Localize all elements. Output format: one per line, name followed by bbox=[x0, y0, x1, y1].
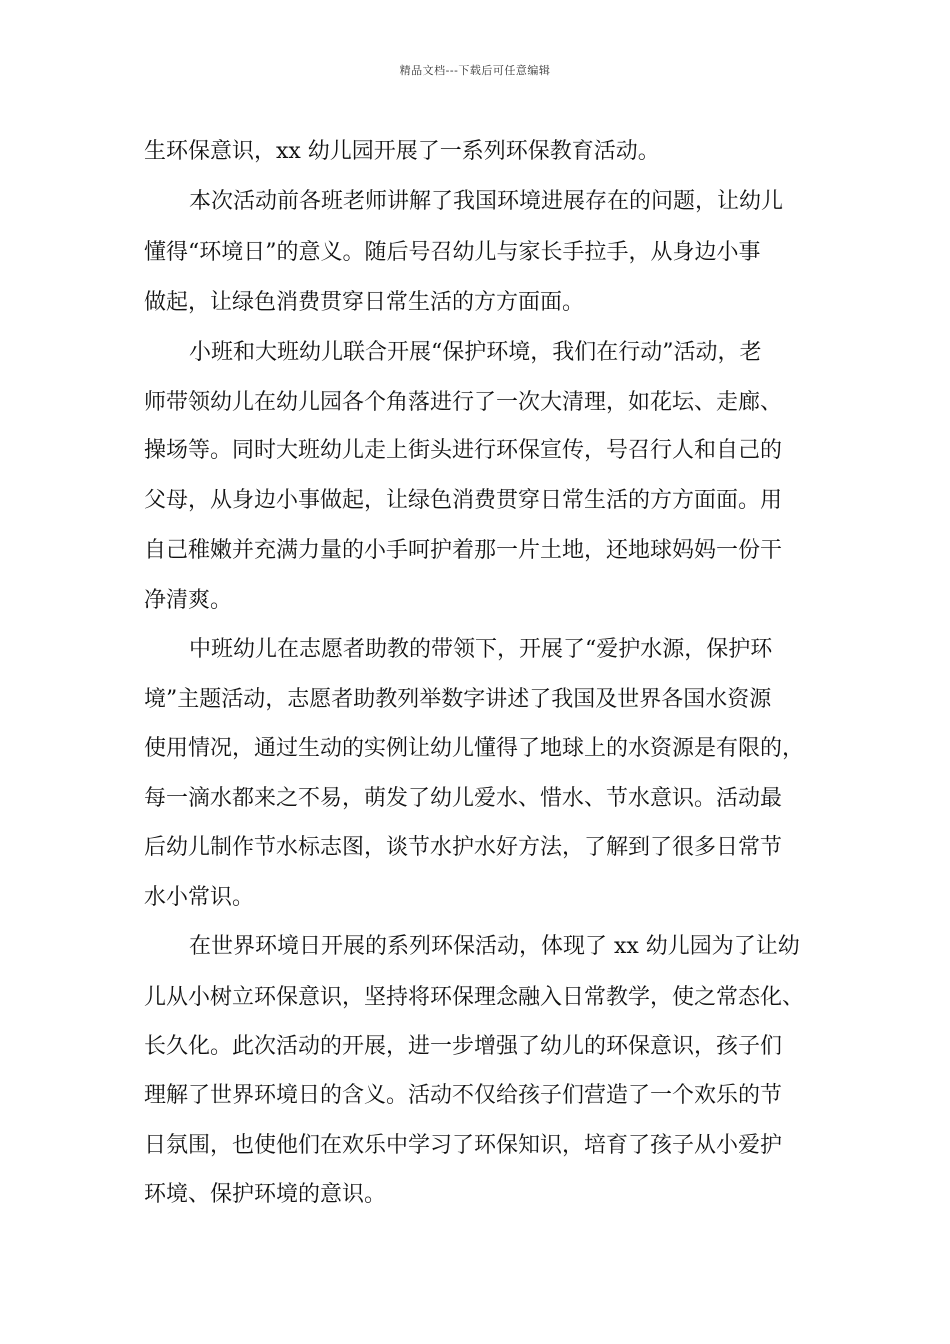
text-line: 儿从小树立环保意识，坚持将环保理念融入日常教学，使之常态化、 bbox=[144, 985, 805, 1010]
text-line: 自己稚嫩并充满力量的小手呵护着那一片土地，还地球妈妈一份干 bbox=[144, 538, 783, 563]
text-line: 小班和大班幼儿联合开展“保护环境，我们在行动”活动，老 bbox=[189, 340, 762, 365]
text-line: 后幼儿制作节水标志图，谈节水护水好方法，了解到了很多日常节 bbox=[144, 835, 783, 860]
text-line: 理解了世界环境日的含义。活动不仅给孩子们营造了一个欢乐的节 bbox=[144, 1083, 783, 1108]
text-line: 中班幼儿在志愿者助教的带领下，开展了“爱护水源，保护环 bbox=[189, 637, 773, 662]
text-line: 日氛围，也使他们在欢乐中学习了环保知识，培育了孩子从小爱护 bbox=[144, 1133, 783, 1158]
text-line: 净清爽。 bbox=[144, 588, 233, 613]
text-line: 使用情况，通过生动的实例让幼儿懂得了地球上的水资源是有限的， bbox=[144, 736, 805, 761]
text-line: 操场等。同时大班幼儿走上街头进行环保宣传，号召行人和自己的 bbox=[144, 438, 783, 463]
text-line: 本次活动前各班老师讲解了我国环境进展存在的问题，让幼儿 bbox=[189, 189, 784, 214]
page-header: 精品文档---下载后可任意编辑 bbox=[399, 64, 551, 77]
text-line: 长久化。此次活动的开展，进一步增强了幼儿的环保意识，孩子们 bbox=[144, 1034, 783, 1059]
text-line: 境”主题活动，志愿者助教列举数字讲述了我国及世界各国水资源 bbox=[144, 687, 772, 712]
text-line: 师带领幼儿在幼儿园各个角落进行了一次大清理，如花坛、走廊、 bbox=[144, 390, 783, 415]
text-line: 生环保意识，xx 幼儿园开展了一系列环保教育活动。 bbox=[144, 139, 660, 164]
text-line: 做起，让绿色消费贯穿日常生活的方方面面。 bbox=[144, 290, 585, 315]
text-line: 在世界环境日开展的系列环保活动，体现了 xx 幼儿园为了让幼 bbox=[189, 934, 800, 959]
text-line: 环境、保护环境的意识。 bbox=[144, 1182, 387, 1207]
text-line: 父母，从身边小事做起，让绿色消费贯穿日常生活的方方面面。用 bbox=[144, 488, 783, 513]
text-line: 每一滴水都来之不易，萌发了幼儿爱水、惜水、节水意识。活动最 bbox=[144, 786, 783, 811]
text-line: 懂得“环境日”的意义。随后号召幼儿与家长手拉手，从身边小事 bbox=[144, 240, 761, 265]
text-line: 水小常识。 bbox=[144, 885, 255, 910]
